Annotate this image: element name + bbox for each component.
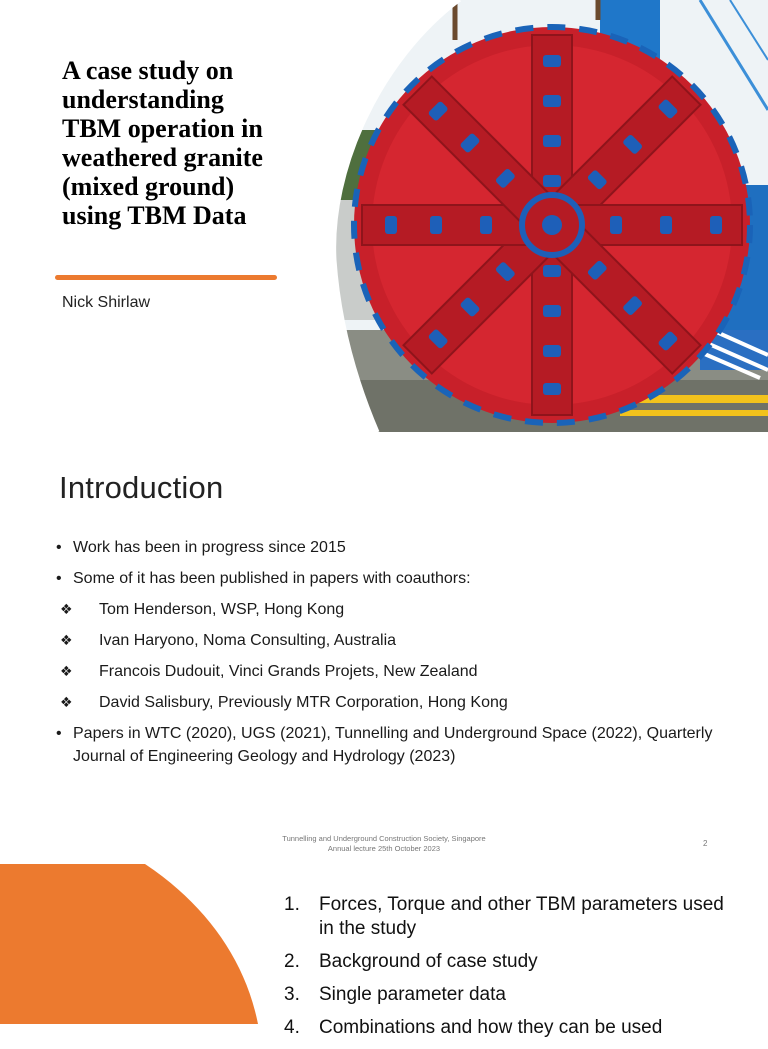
title-divider [55, 275, 277, 280]
coauthor-item [56, 598, 736, 621]
diamond-bullet-icon: ❖ [60, 632, 73, 648]
outline-text: Background of case study [319, 951, 538, 972]
list-item [56, 567, 736, 590]
outline-item [284, 1016, 724, 1040]
coauthor-item [56, 660, 736, 683]
outline-text: Combinations and how they can be used [319, 1017, 663, 1038]
list-item-text: David Salisbury, Previously MTR Corporation, Hong Kong [99, 694, 508, 711]
introduction-list [56, 536, 736, 776]
title-line: A case study on [62, 56, 234, 85]
title-slide [0, 0, 768, 432]
outline-item [284, 893, 724, 941]
outline-number: 3. [284, 984, 300, 1005]
outline-item [284, 950, 724, 974]
presentation-title [62, 56, 332, 230]
slide-heading: Introduction [59, 470, 224, 505]
title-line: (mixed ground) [62, 172, 235, 201]
page-number: 2 [703, 839, 708, 848]
coauthor-item [56, 691, 736, 714]
diamond-bullet-icon: ❖ [60, 663, 73, 679]
bullet-icon: • [56, 539, 62, 556]
outline-text: Forces, Torque and other TBM parameters used in the study [319, 894, 724, 939]
footer-event: Annual lecture 25th October 2023 [327, 844, 441, 853]
diamond-bullet-icon: ❖ [60, 601, 73, 617]
list-item [56, 536, 736, 559]
title-line: using TBM Data [62, 201, 247, 230]
outline-list [284, 893, 724, 1049]
list-item-text: Ivan Haryono, Noma Consulting, Australia [99, 632, 397, 649]
list-item-text: Some of it has been published in papers with coauthors: [73, 570, 471, 587]
introduction-slide [0, 432, 768, 864]
coauthor-item [56, 629, 736, 652]
slide-footer [200, 834, 568, 854]
outline-slide [0, 864, 768, 1038]
diamond-bullet-icon: ❖ [60, 694, 73, 710]
author-name: Nick Shirlaw [62, 294, 151, 311]
outline-number: 2. [284, 951, 300, 972]
title-line: understanding [62, 85, 224, 114]
orange-circle-decoration [0, 864, 300, 1024]
list-item-text: Work has been in progress since 2015 [73, 539, 346, 556]
outline-text: Single parameter data [319, 984, 506, 1005]
list-item-text: Francois Dudouit, Vinci Grands Projets, New Zealand [99, 663, 478, 680]
list-item-text: Tom Henderson, WSP, Hong Kong [99, 601, 345, 618]
bullet-icon: • [56, 725, 62, 742]
list-item-text: Papers in WTC (2020), UGS (2021), Tunnelling and Underground Space (2022), Quarterly Journal of Engineering Geology and Hydrology (2023) [73, 725, 713, 765]
list-item [56, 722, 736, 768]
bullet-icon: • [56, 570, 62, 587]
title-line: weathered granite [62, 143, 263, 172]
footer-society: Tunnelling and Underground Construction Society, Singapore [282, 834, 486, 843]
outline-number: 4. [284, 1017, 300, 1038]
title-line: TBM operation in [62, 114, 263, 143]
outline-number: 1. [284, 894, 300, 915]
outline-item [284, 983, 724, 1007]
